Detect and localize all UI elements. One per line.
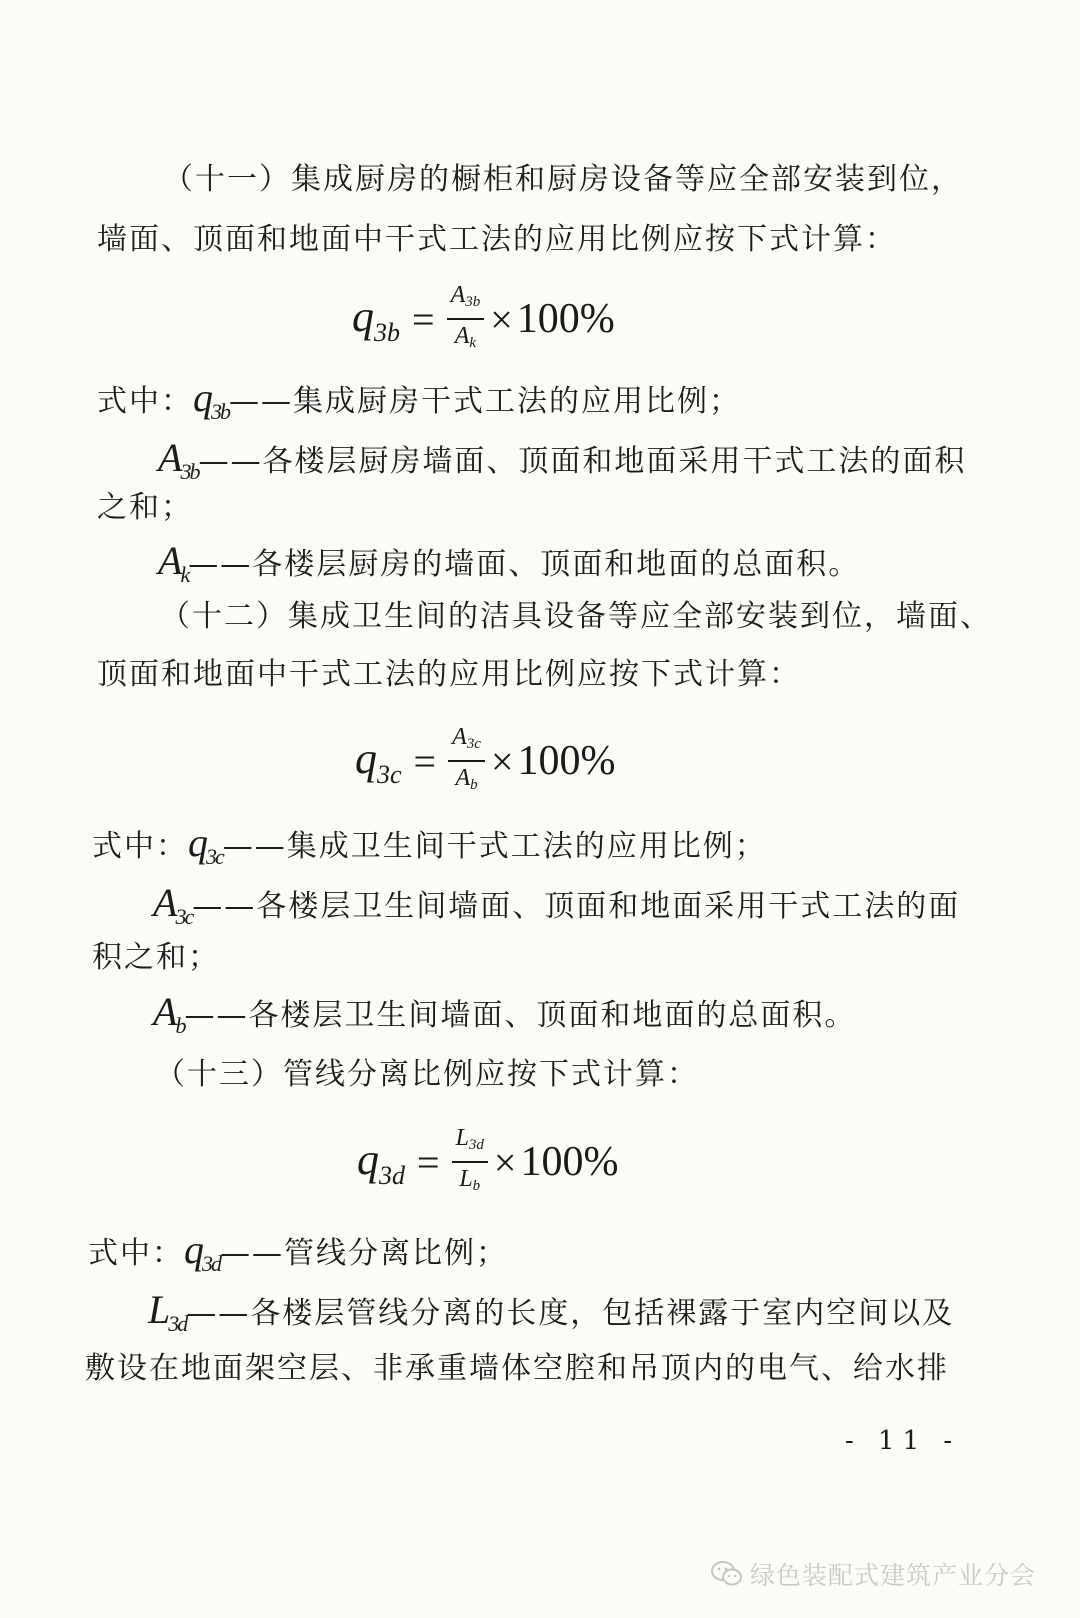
where-a3c-continued: 积之和； — [92, 940, 220, 975]
where-q3b — [97, 375, 741, 432]
where-a3b-continued: 之和； — [97, 490, 193, 525]
formula-q3b — [352, 282, 615, 356]
fraction-bar — [447, 318, 485, 320]
definition-text: ——集成卫生间干式工法的应用比例； — [222, 829, 767, 864]
fraction-numerator: $L_{3d}$ — [455, 1125, 484, 1153]
section-11-heading: （十一）集成厨房的橱柜和厨房设备等应全部安装到位， — [163, 162, 963, 197]
symbol-a3b: $A_{3b}$ — [158, 435, 199, 484]
fraction-denominator: $A_b$ — [455, 765, 478, 793]
formula-lhs: $q_{3c}$ — [355, 733, 402, 789]
times-sign: × — [490, 738, 514, 784]
times-sign: × — [490, 296, 513, 342]
percent-value: 100% — [517, 738, 616, 784]
where-ab — [153, 989, 857, 1046]
where-prefix: 式中： — [97, 384, 193, 419]
symbol-q3d: $q_{3d}$ — [184, 1227, 220, 1276]
formula-q3d — [357, 1125, 618, 1199]
where-ak — [158, 538, 861, 595]
definition-text: ——集成厨房干式工法的应用比例； — [229, 384, 741, 419]
symbol-ab: $A_b$ — [153, 989, 185, 1038]
where-l3d — [148, 1287, 955, 1344]
symbol-l3d: $L_{3d}$ — [148, 1287, 187, 1336]
definition-text: ——各楼层管线分离的长度，包括裸露于室内空间以及 — [186, 1296, 955, 1331]
fraction-numerator: $A_{3c}$ — [452, 724, 481, 752]
section-12-heading: （十二）集成卫生间的洁具设备等应全部安装到位，墙面、 — [160, 599, 992, 634]
fraction — [448, 724, 485, 798]
formula-q3c — [355, 724, 616, 798]
where-q3c — [92, 820, 767, 877]
fraction-numerator: $A_{3b}$ — [450, 282, 481, 310]
symbol-q3c: $q_{3c}$ — [188, 820, 223, 869]
wechat-icon — [710, 1559, 744, 1589]
fraction — [452, 1125, 488, 1199]
fraction-denominator: $L_b$ — [459, 1166, 481, 1194]
fraction-bar — [452, 1161, 488, 1163]
definition-text: ——管线分离比例； — [220, 1236, 508, 1271]
where-l3d-continued: 敷设在地面架空层、非承重墙体空腔和吊顶内的电气、给水排 — [85, 1351, 949, 1386]
where-a3b — [158, 435, 967, 492]
watermark-text: 绿色装配式建筑产业分会 — [750, 1561, 1037, 1590]
fraction-bar — [448, 760, 485, 762]
equals-sign: = — [413, 738, 437, 784]
where-q3d — [88, 1227, 508, 1284]
fraction-denominator: $A_k$ — [454, 323, 477, 351]
section-11-text: 墙面、顶面和地面中干式工法的应用比例应按下式计算： — [97, 222, 897, 257]
definition-text: ——各楼层卫生间墙面、顶面和地面采用干式工法的面 — [192, 889, 961, 924]
definition-text: ——各楼层厨房的墙面、顶面和地面的总面积。 — [188, 547, 861, 582]
watermark — [710, 1556, 1036, 1592]
definition-text: ——各楼层厨房墙面、顶面和地面采用干式工法的面积 — [198, 444, 967, 479]
definition-text: ——各楼层卫生间墙面、顶面和地面的总面积。 — [184, 998, 857, 1033]
percent-value: 100% — [516, 296, 615, 342]
section-13-heading: （十三）管线分离比例应按下式计算： — [155, 1057, 699, 1092]
formula-lhs: $q_{3b}$ — [352, 291, 400, 347]
percent-value: 100% — [520, 1139, 619, 1185]
fraction — [447, 282, 485, 356]
symbol-ak: $A_k$ — [158, 538, 189, 587]
equals-sign: = — [412, 296, 435, 342]
equals-sign: = — [417, 1139, 440, 1185]
section-12-text: 顶面和地面中干式工法的应用比例应按下式计算： — [97, 657, 801, 692]
symbol-a3c: $A_{3c}$ — [153, 880, 193, 929]
symbol-q3b: $q_{3b}$ — [193, 375, 229, 424]
formula-lhs: $q_{3d}$ — [357, 1134, 405, 1190]
where-prefix: 式中： — [88, 1236, 184, 1271]
page-number: - 11 - — [845, 1426, 961, 1456]
where-a3c — [153, 880, 961, 937]
times-sign: × — [493, 1139, 517, 1185]
where-prefix: 式中： — [92, 829, 188, 864]
